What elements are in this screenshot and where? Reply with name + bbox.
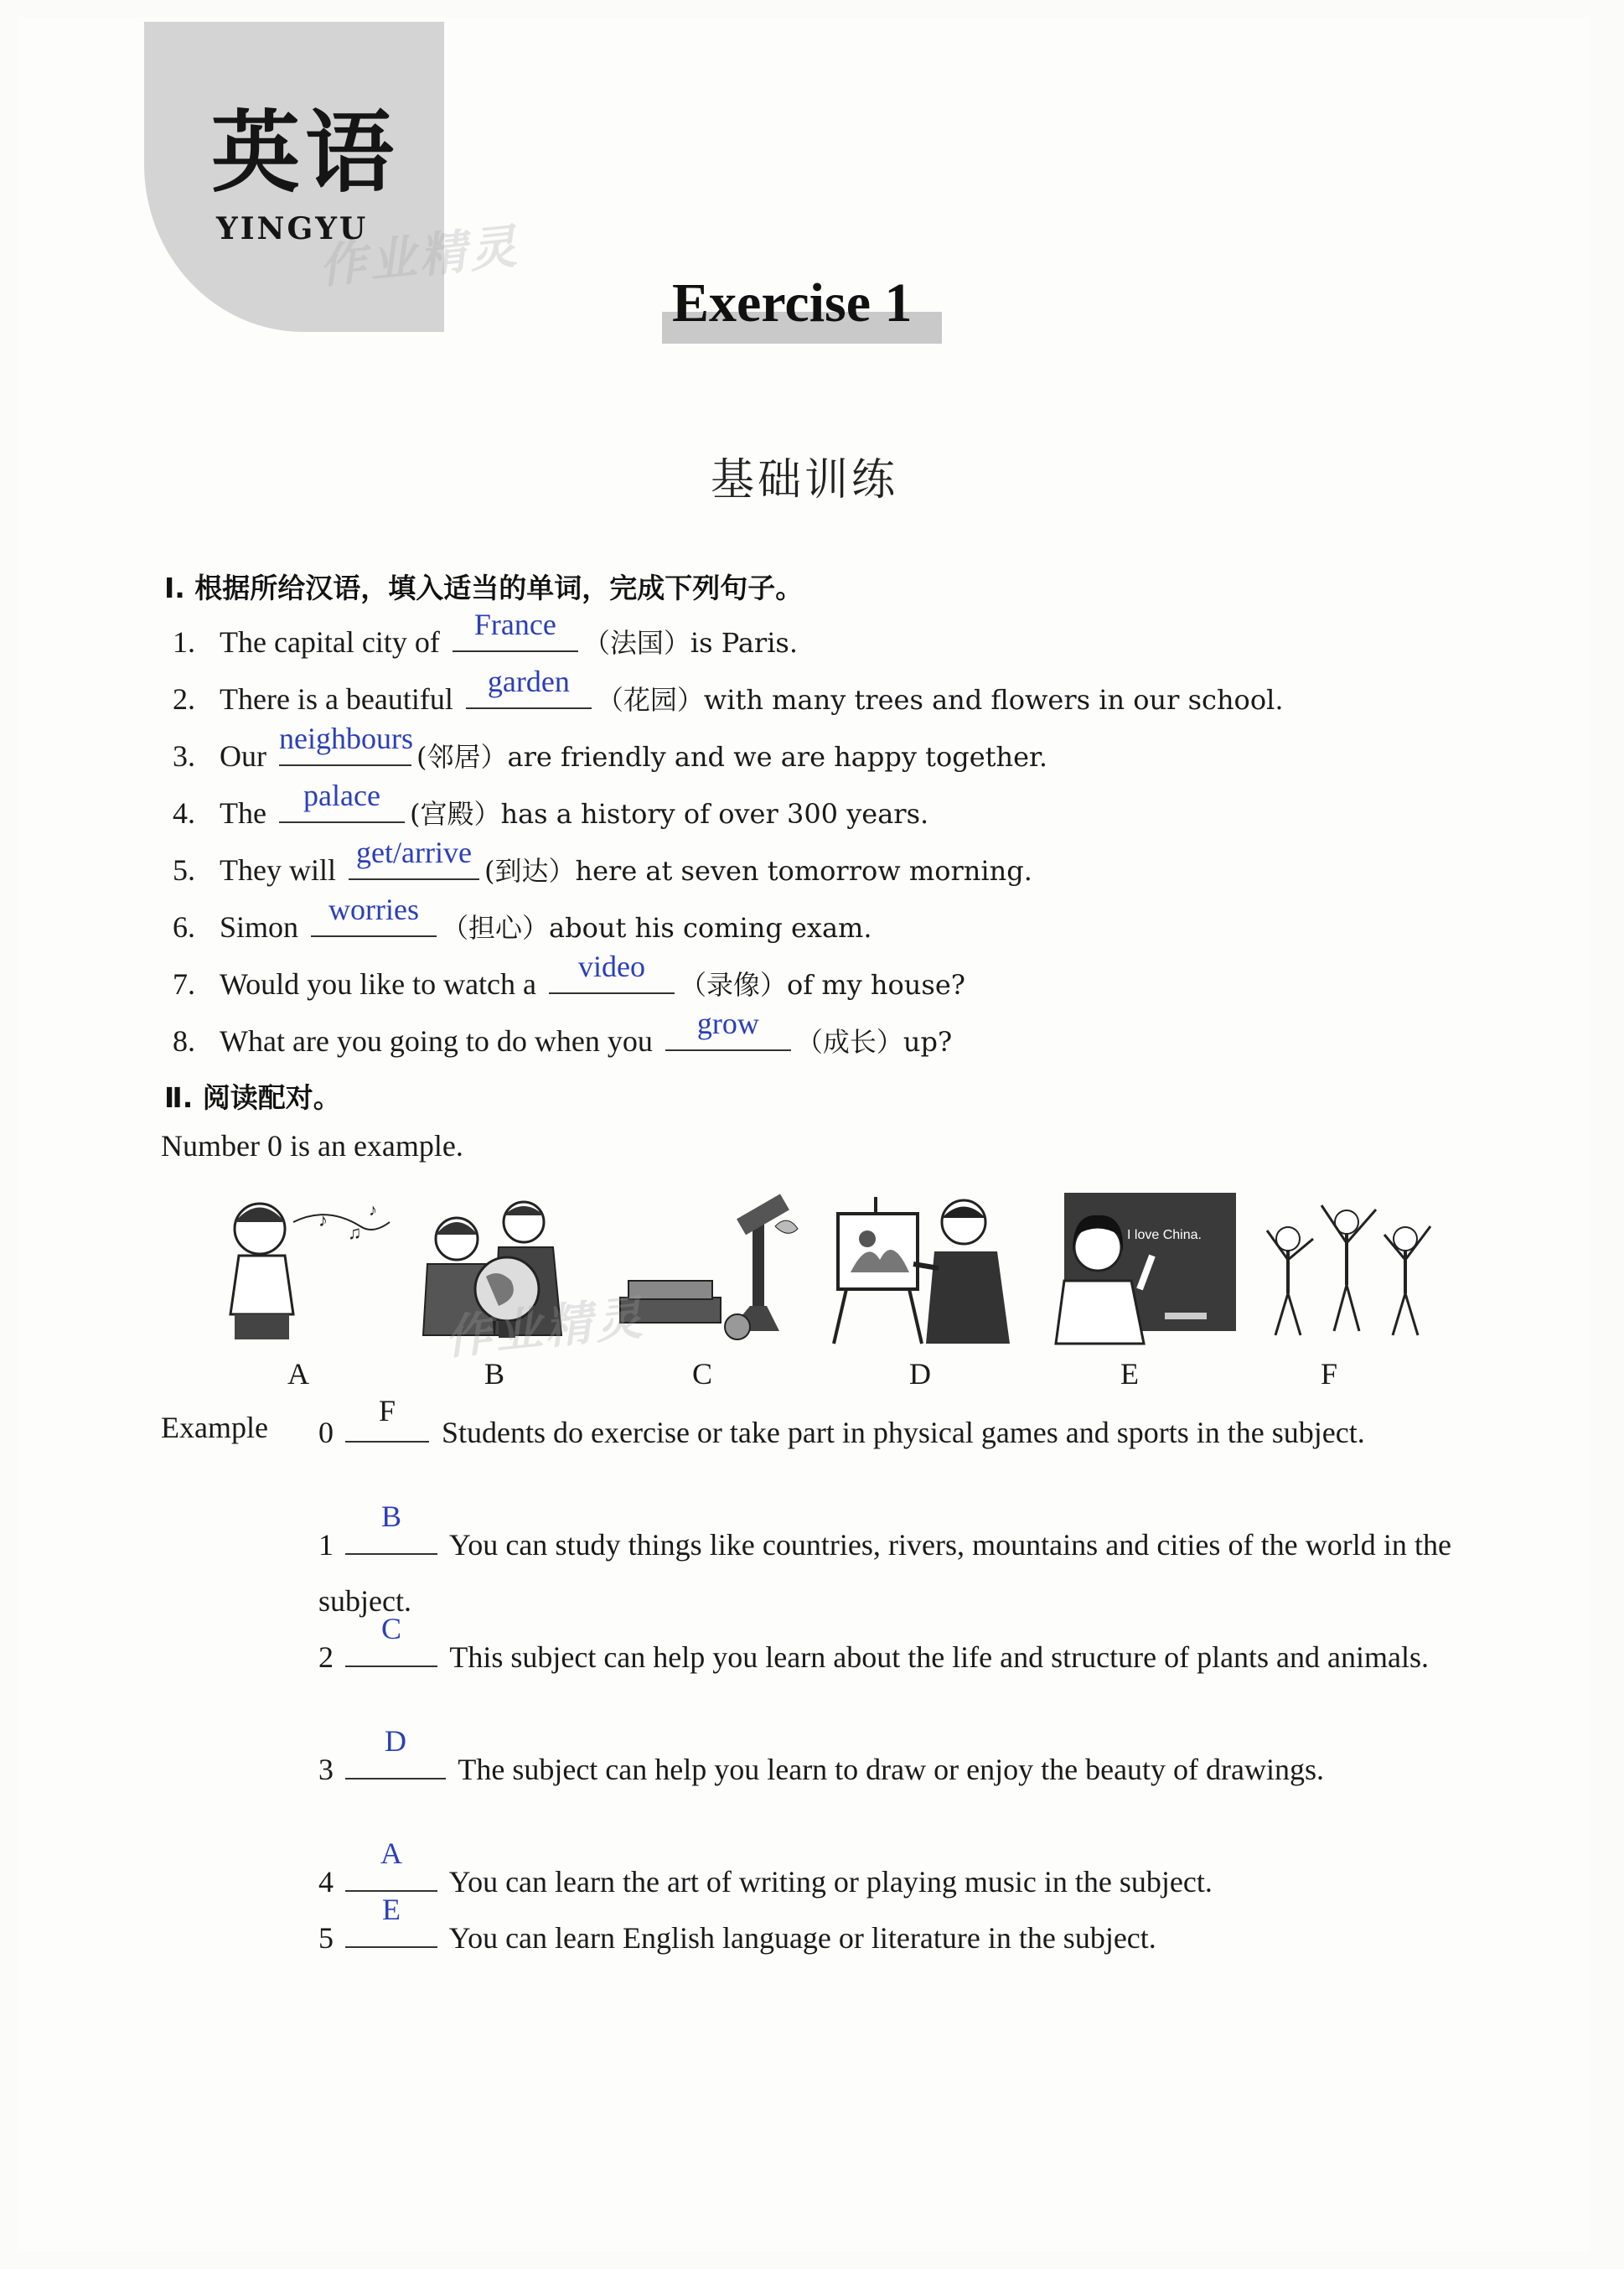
item-text: The subject can help you learn to draw or enjoy the beauty of drawings. xyxy=(458,1753,1325,1786)
item-text: （录像）of my house? xyxy=(680,969,965,1001)
fill-item xyxy=(173,665,1284,717)
example-label: Example xyxy=(161,1411,268,1444)
item-number: 5. xyxy=(173,853,195,887)
picture-label: D xyxy=(909,1357,931,1391)
item-text: You can learn English language or literature in the subject. xyxy=(448,1921,1156,1955)
answer-text: palace xyxy=(303,779,380,812)
answer-blank[interactable] xyxy=(279,779,405,823)
item-text: Would you like to watch a xyxy=(220,967,537,1001)
item-number: 5 xyxy=(318,1921,334,1955)
item-number: 4. xyxy=(173,796,195,830)
item-number: 3 xyxy=(318,1753,334,1786)
item-number: 1 xyxy=(318,1528,334,1562)
item-text: This subject can help you learn about the life and structure of plants and animals. xyxy=(449,1640,1430,1674)
answer-text: neighbours xyxy=(279,722,413,755)
subject-title: 英语 xyxy=(211,100,399,205)
answer-text: F xyxy=(378,1394,396,1427)
item-number: 2 xyxy=(318,1640,334,1674)
answer-text: A xyxy=(380,1836,402,1870)
match-item xyxy=(318,1893,1451,1966)
fill-item xyxy=(173,1007,953,1059)
picture-label: B xyxy=(484,1357,504,1391)
answer-text: E xyxy=(382,1893,401,1926)
picture-label: F xyxy=(1320,1357,1338,1391)
item-text: You can study things like countries, rivers, mountains and cities of the world in the subject. xyxy=(318,1528,1451,1618)
fill-item xyxy=(173,608,799,660)
part1-heading: Ⅰ. 根据所给汉语，填入适当的单词，完成下列句子。 xyxy=(164,572,804,604)
fill-item xyxy=(173,779,929,831)
blackboard-text: I love China. xyxy=(1127,1228,1202,1242)
fill-item xyxy=(173,722,1048,774)
item-text: （花园）with many trees and flowers in our school. xyxy=(596,684,1284,716)
fill-item xyxy=(173,950,965,1002)
answer-text: garden xyxy=(487,665,570,698)
item-text: There is a beautiful xyxy=(220,682,453,716)
answer-blank[interactable] xyxy=(345,1394,429,1443)
picture-label: E xyxy=(1120,1357,1139,1391)
answer-text: grow xyxy=(696,1007,759,1040)
item-text: They will xyxy=(220,853,336,887)
svg-text:♪: ♪ xyxy=(369,1201,377,1220)
item-number: 6. xyxy=(173,910,195,944)
answer-blank[interactable] xyxy=(466,665,592,709)
item-text: You can learn the art of writing or playing music in the subject. xyxy=(448,1865,1213,1899)
answer-blank[interactable] xyxy=(279,722,413,766)
item-number: 1. xyxy=(173,625,195,659)
subject-pinyin: YINGYU xyxy=(216,211,369,246)
match-item xyxy=(318,1612,1451,1686)
answer-text: D xyxy=(385,1724,406,1758)
answer-blank[interactable] xyxy=(345,1724,446,1779)
item-text: （法国）is Paris. xyxy=(582,627,799,659)
picture-label: C xyxy=(691,1357,712,1391)
match-item xyxy=(318,1500,1451,1629)
svg-text:♫: ♫ xyxy=(348,1222,362,1243)
music-picture xyxy=(201,1189,394,1348)
item-number: 0 xyxy=(318,1416,334,1449)
watermark: 作业精灵 xyxy=(442,1290,649,1366)
item-text: (邻居）are friendly and we are happy together. xyxy=(416,741,1048,773)
answer-text: worries xyxy=(328,893,420,926)
answer-text: B xyxy=(380,1500,401,1533)
match-item xyxy=(318,1394,1451,1461)
item-number: 8. xyxy=(173,1024,195,1058)
item-text: Students do exercise or take part in physical games and sports in the subject. xyxy=(442,1416,1365,1449)
item-number: 4 xyxy=(318,1865,334,1899)
exercise-title: Exercise 1 xyxy=(672,272,913,334)
answer-text: C xyxy=(380,1612,401,1645)
fill-item xyxy=(173,893,872,945)
pe-picture xyxy=(1250,1189,1443,1348)
fill-item xyxy=(173,836,1032,888)
item-text: （成长）up? xyxy=(795,1026,953,1058)
part2-heading: Ⅱ. 阅读配对。 xyxy=(164,1081,341,1114)
answer-blank[interactable] xyxy=(549,950,675,994)
item-number: 7. xyxy=(173,967,195,1001)
section-title: 基础训练 xyxy=(711,455,899,505)
answer-blank[interactable] xyxy=(345,1893,437,1948)
item-text: (到达）here at seven tomorrow morning. xyxy=(484,855,1032,887)
answer-blank[interactable] xyxy=(665,1007,791,1051)
answer-blank[interactable] xyxy=(453,608,578,652)
item-text: The xyxy=(220,796,266,830)
match-item xyxy=(318,1724,1451,1798)
svg-text:♪: ♪ xyxy=(318,1210,328,1230)
answer-blank[interactable] xyxy=(311,893,437,937)
item-text: The capital city of xyxy=(220,625,440,659)
picture-label: A xyxy=(287,1357,309,1391)
item-number: 2. xyxy=(173,682,195,716)
match-item xyxy=(318,1836,1451,1910)
answer-text: video xyxy=(578,950,646,983)
answer-blank[interactable] xyxy=(349,836,479,880)
item-text: Our xyxy=(220,739,266,773)
watermark: 作业精灵 xyxy=(316,219,523,295)
item-text: （担心）about his coming exam. xyxy=(442,912,872,944)
item-text: What are you going to do when you xyxy=(220,1024,653,1058)
item-text: Simon xyxy=(220,910,299,944)
answer-text: get/arrive xyxy=(356,836,472,869)
art-picture xyxy=(830,1189,1022,1348)
answer-blank[interactable] xyxy=(345,1612,437,1667)
english-picture xyxy=(1047,1189,1240,1348)
item-number: 3. xyxy=(173,739,195,773)
answer-text: France xyxy=(473,608,556,641)
item-text: (宫殿）has a history of over 300 years. xyxy=(409,798,929,830)
intro-text: Number 0 is an example. xyxy=(161,1129,463,1163)
answer-blank[interactable] xyxy=(345,1500,437,1555)
